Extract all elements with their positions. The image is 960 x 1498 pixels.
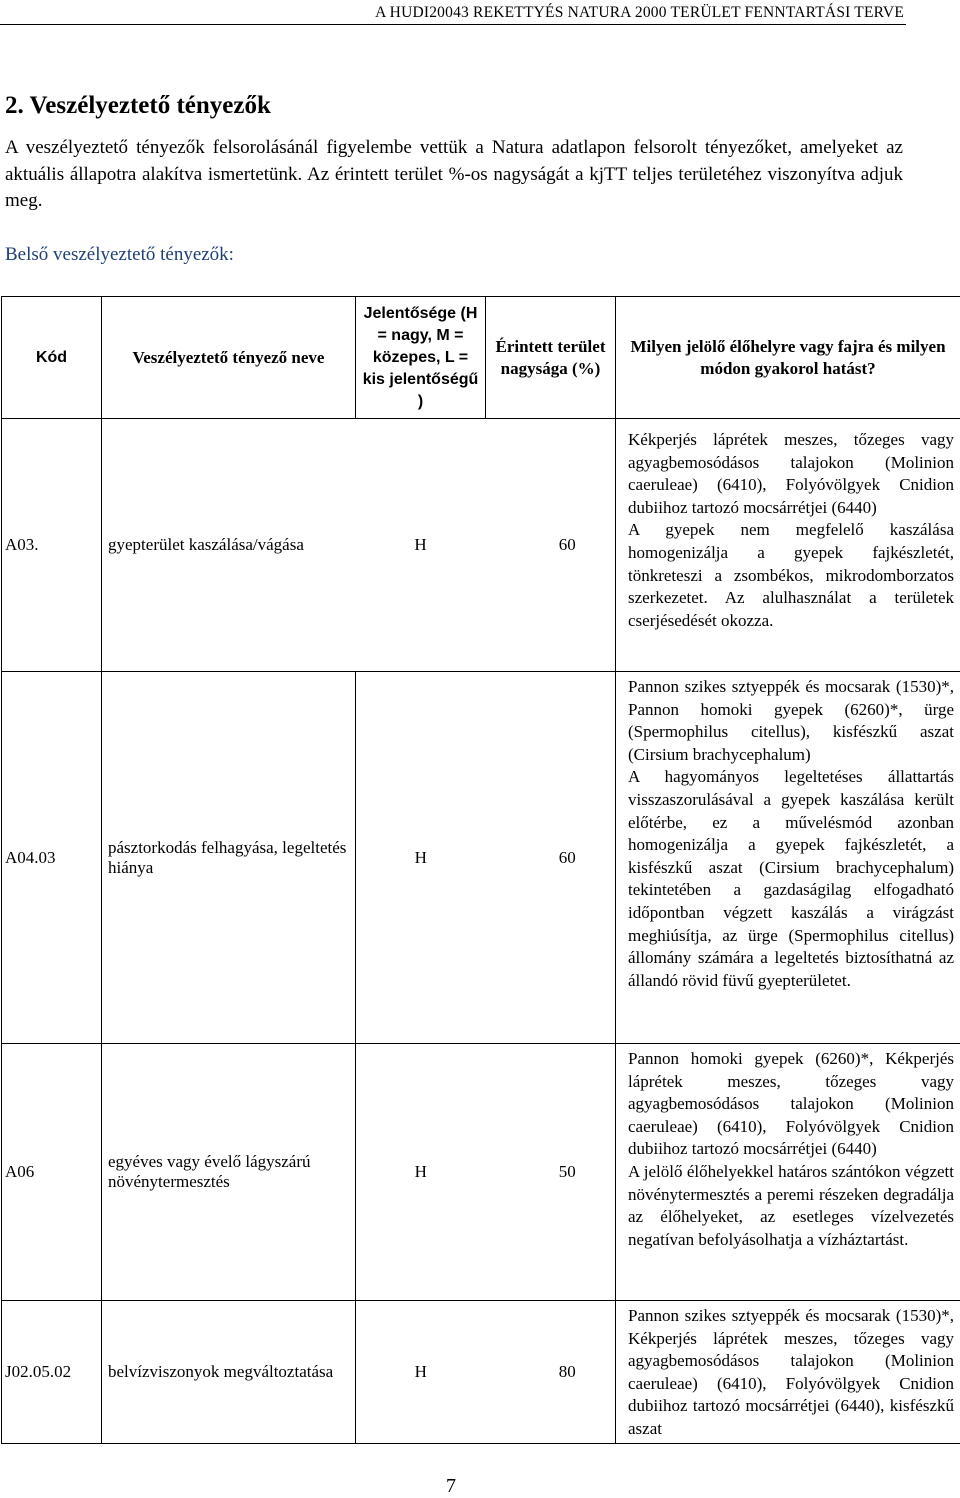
row-area: 60 <box>486 672 616 1044</box>
row-code: A03. <box>2 419 102 672</box>
subheading: Belső veszélyeztető tényezők: <box>5 244 234 266</box>
row-area: 60 <box>486 419 616 672</box>
header-name: Veszélyeztető tényező neve <box>102 297 356 419</box>
row-code: J02.05.02 <box>2 1301 102 1444</box>
row-significance: H <box>356 419 486 672</box>
table-row <box>2 1301 960 1444</box>
header-effect: Milyen jelölő élőhelyre vagy fajra és milyen módon gyakorol hatást? <box>616 297 960 419</box>
header-significance: Jelentősége (H = nagy, M = közepes, L = kis jelentőségű ) <box>356 297 486 419</box>
row-name: pásztorkodás felhagyása, legeltetés hiánya <box>102 672 356 1044</box>
intro-paragraph: A veszélyeztető tényezők felsorolásánál figyelembe vettük a Natura adatlapon felsorolt tényezőket, amelyeket az aktuális állapotra alakítva ismertetünk. Az érintett terület %-os nagyságát a kjTT teljes területéhez viszonyítva adjuk meg. <box>5 135 903 215</box>
row-area: 80 <box>486 1301 616 1444</box>
row-significance: H <box>356 672 486 1044</box>
row-effect <box>616 1044 960 1301</box>
row-area: 50 <box>486 1044 616 1301</box>
table-row <box>2 419 960 672</box>
row-significance: H <box>356 1044 486 1301</box>
effect-habitats: Pannon szikes sztyeppék és mocsarak (1530)*, Kékperjés láprétek meszes, tőzeges vagy agyagbemosódásos talajokon (Molinion caeruleae) (6410), Folyóvölgyek Cnidion dubiihoz tartozó mocsárrétjei (6440), kisfészkű aszat <box>628 1305 954 1441</box>
row-code: A06 <box>2 1044 102 1301</box>
header-rule <box>0 24 906 25</box>
running-header: A HUDI20043 REKETTYÉS NATURA 2000 TERÜLET FENNTARTÁSI TERVE <box>375 4 904 22</box>
table-header-row <box>2 297 960 419</box>
effect-description: A gyepek nem megfelelő kaszálása homogenizálja a gyepek fajkészletét, tönkreteszi a zsombékos, mikrodomborzatos szerkezetet. Az alulhasználat a területek cserjésedését okozza. <box>628 519 954 632</box>
header-code: Kód <box>2 297 102 419</box>
section-heading: 2. Veszélyeztető tényezők <box>5 92 271 120</box>
effect-description: A jelölő élőhelyekkel határos szántókon végzett növénytermesztés a peremi részeken degradálja az élőhelyeket, az esetleges vízelvezetés negatívan befolyásolhatja a vízháztartást. <box>628 1161 954 1251</box>
table-row <box>2 1044 960 1301</box>
row-effect <box>616 672 960 1044</box>
page-number: 7 <box>446 1475 456 1498</box>
header-area: Érintett terület nagysága (%) <box>486 297 616 419</box>
effect-habitats: Pannon szikes sztyeppék és mocsarak (1530)*, Pannon homoki gyepek (6260)*, ürge (Spermophilus citellus), kisfészkű aszat (Cirsium brachycephalum) <box>628 676 954 766</box>
row-code: A04.03 <box>2 672 102 1044</box>
row-name: egyéves vagy évelő lágyszárú növénytermesztés <box>102 1044 356 1301</box>
effect-habitats: Kékperjés láprétek meszes, tőzeges vagy agyagbemosódásos talajokon (Molinion caeruleae) (6410), Folyóvölgyek Cnidion dubiihoz tartozó mocsárrétjei (6440) <box>628 429 954 519</box>
threats-table <box>1 296 960 1444</box>
row-effect <box>616 1301 960 1444</box>
effect-description: A hagyományos legeltetéses állattartás visszaszorulásával a gyepek kaszálása került előtérbe, ez a művelésmód azonban homogenizálja a gyepek fajkészletét, a kisfészkű aszat (Cirsium brachycephalum) tekintetében a gazdaságilag elfogadható időpontban végzett kaszálás a virágzást meghiúsítja, az ürge (Spermophilus citellus) állomány számára a legeltetés biztosíthatná az állandó rövid füvű gyepterületet. <box>628 766 954 992</box>
row-effect <box>616 419 960 672</box>
row-name: belvízviszonyok megváltoztatása <box>102 1301 356 1444</box>
row-name: gyepterület kaszálása/vágása <box>102 419 356 672</box>
row-significance: H <box>356 1301 486 1444</box>
table-row <box>2 672 960 1044</box>
effect-habitats: Pannon homoki gyepek (6260)*, Kékperjés láprétek meszes, tőzeges vagy agyagbemosódásos talajokon (Molinion caeruleae) (6410), Folyóvölgyek Cnidion dubiihoz tartozó mocsárrétjei (6440) <box>628 1048 954 1161</box>
